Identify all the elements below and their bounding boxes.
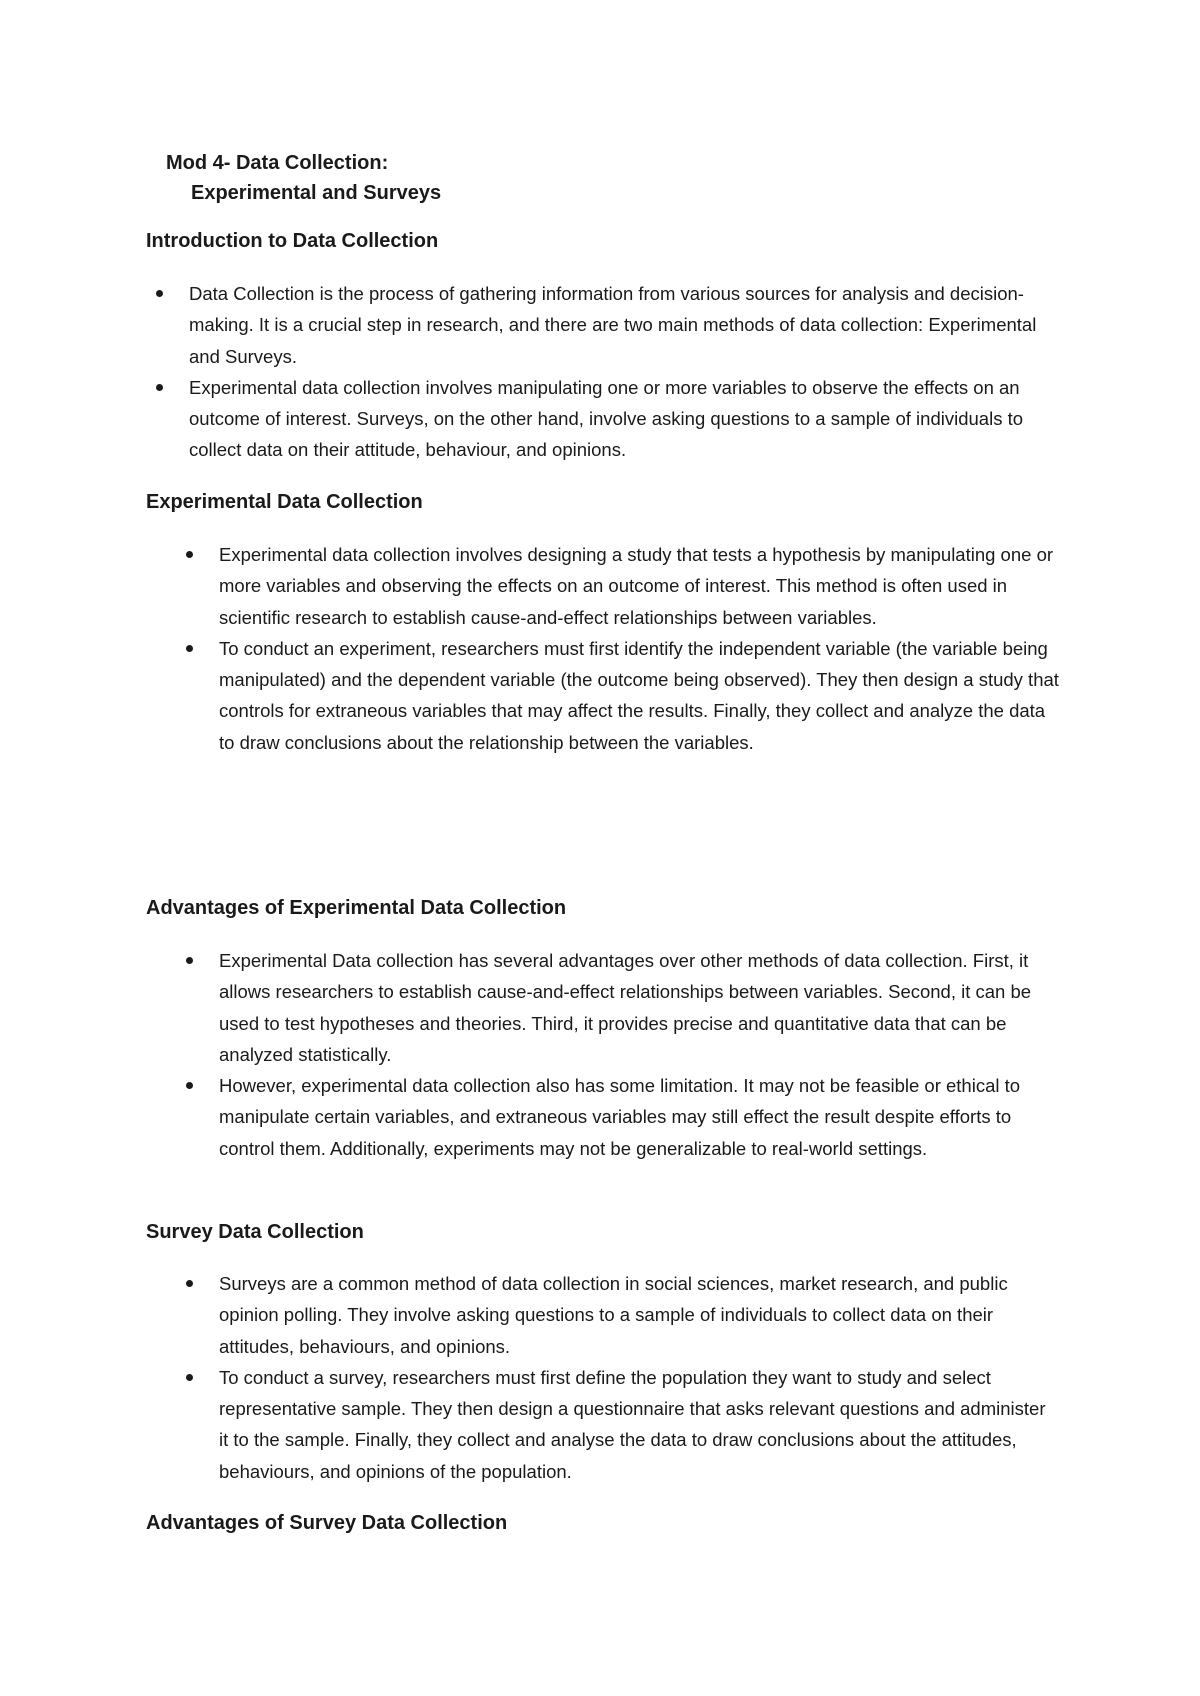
experimental-list	[219, 539, 1059, 758]
advantages-experimental-list	[219, 945, 1059, 1164]
bullet-icon	[186, 1280, 193, 1287]
heading-introduction: Introduction to Data Collection	[146, 230, 439, 252]
heading-experimental: Experimental Data Collection	[146, 491, 423, 513]
list-item	[219, 1268, 1059, 1362]
bullet-icon	[186, 1082, 193, 1089]
heading-advantages-experimental: Advantages of Experimental Data Collection	[146, 897, 567, 919]
bullet-icon	[156, 384, 163, 391]
introduction-list	[189, 278, 1059, 466]
page-title	[166, 148, 441, 208]
title-line-2: Experimental and Surveys	[191, 182, 442, 204]
list-item-text: Experimental data collection involves designing a study that tests a hypothesis by manipulating one or more variables and observing the effects on an outcome of interest. This method is often used in scientific research to establish cause-and-effect relationships between variables.	[219, 544, 1054, 628]
survey-list	[219, 1268, 1059, 1487]
heading-advantages-survey: Advantages of Survey Data Collection	[146, 1512, 508, 1534]
list-item	[189, 372, 1059, 466]
list-item	[219, 1070, 1059, 1164]
list-item	[219, 633, 1059, 758]
list-item-text: To conduct an experiment, researchers must first identify the independent variable (the variable being manipulated) and the dependent variable (the outcome being observed). They then design a study that controls for extraneous variables that may affect the results. Finally, they collect and analyze the data to draw conclusions about the relationship between the variables.	[219, 637, 1059, 753]
title-line-1: Mod 4- Data Collection:	[166, 152, 389, 174]
list-item	[219, 539, 1059, 633]
list-item-text: To conduct a survey, researchers must first define the population they want to study and select representative sample. They then design a questionnaire that asks relevant questions and administer it to the sample. Finally, they collect and analyse the data to draw conclusions about the attitudes, behaviours, and opinions of the population.	[219, 1366, 1046, 1482]
bullet-icon	[186, 645, 193, 652]
bullet-icon	[156, 290, 163, 297]
list-item	[219, 945, 1059, 1070]
heading-survey: Survey Data Collection	[146, 1221, 364, 1243]
list-item-text: However, experimental data collection also has some limitation. It may not be feasible or ethical to manipulate certain variables, and extraneous variables may still effect the result despite efforts to control them. Additionally, experiments may not be generalizable to real-world settings.	[219, 1075, 1021, 1159]
bullet-icon	[186, 957, 193, 964]
list-item	[219, 1362, 1059, 1487]
list-item-text: Data Collection is the process of gathering information from various sources for analysis and decision-making. It is a crucial step in research, and there are two main methods of data collection: Experimental and Surveys.	[189, 283, 1037, 367]
bullet-icon	[186, 551, 193, 558]
bullet-icon	[186, 1374, 193, 1381]
list-item-text: Surveys are a common method of data collection in social sciences, market research, and public opinion polling. They involve asking questions to a sample of individuals to collect data on their attitudes, behaviours, and opinions.	[219, 1273, 1008, 1357]
list-item	[189, 278, 1059, 372]
list-item-text: Experimental data collection involves manipulating one or more variables to observe the effects on an outcome of interest. Surveys, on the other hand, involve asking questions to a sample of individuals to collect data on their attitude, behaviour, and opinions.	[189, 376, 1024, 461]
list-item-text: Experimental Data collection has several advantages over other methods of data collection. First, it allows researchers to establish cause-and-effect relationships between variables. Second, it can be used to test hypotheses and theories. Third, it provides precise and quantitative data that can be analyzed statistically.	[219, 950, 1032, 1065]
